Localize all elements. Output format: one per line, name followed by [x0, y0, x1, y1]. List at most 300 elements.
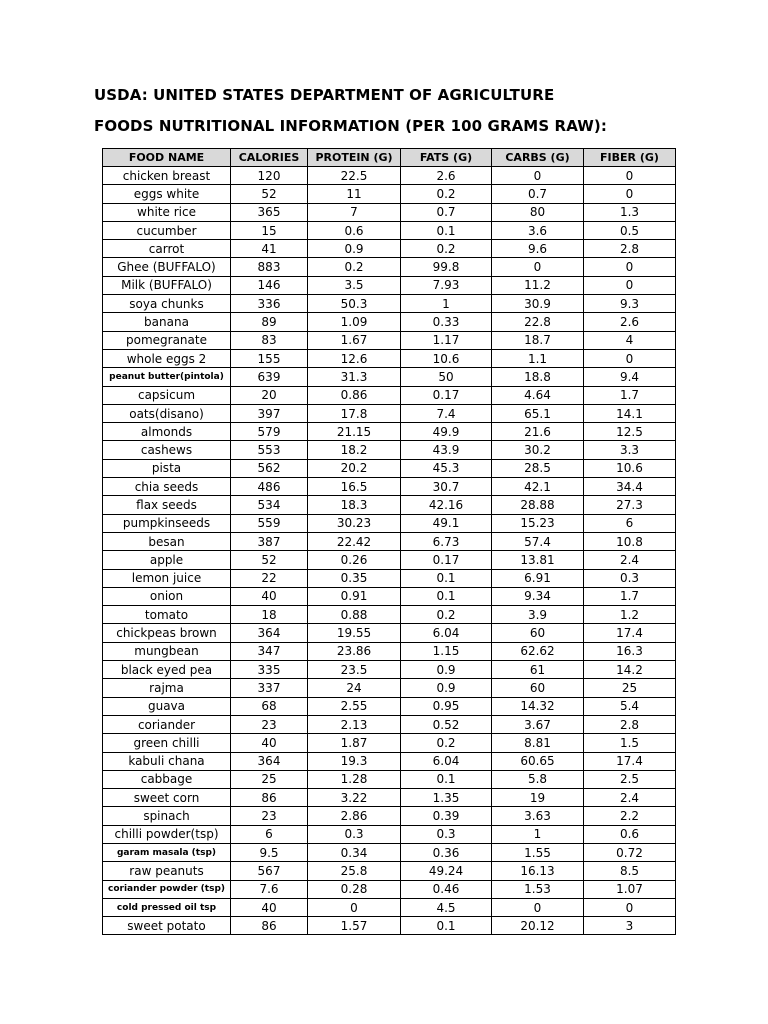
carbs-cell: 3.67: [492, 715, 584, 733]
table-row: [103, 569, 676, 587]
carbs-cell: 8.81: [492, 734, 584, 752]
fiber-cell: 17.4: [584, 624, 676, 642]
table-row: [103, 349, 676, 367]
table-row: [103, 404, 676, 422]
column-header-protein: PROTEIN (G): [308, 149, 401, 167]
food-name-cell: chicken breast: [103, 167, 231, 185]
table-row: [103, 587, 676, 605]
carbs-cell: 18.8: [492, 368, 584, 386]
carbs-cell: 22.8: [492, 313, 584, 331]
food-name-cell: cabbage: [103, 770, 231, 788]
fats-cell: 0.17: [401, 386, 492, 404]
carbs-cell: 3.6: [492, 221, 584, 239]
column-header-calories: CALORIES: [231, 149, 308, 167]
carbs-cell: 5.8: [492, 770, 584, 788]
food-name-cell: Milk (BUFFALO): [103, 276, 231, 294]
calories-cell: 86: [231, 789, 308, 807]
food-name-cell: soya chunks: [103, 295, 231, 313]
fiber-cell: 14.2: [584, 661, 676, 679]
fiber-cell: 0: [584, 276, 676, 294]
calories-cell: 364: [231, 624, 308, 642]
protein-cell: 18.3: [308, 496, 401, 514]
carbs-cell: 80: [492, 203, 584, 221]
protein-cell: 18.2: [308, 441, 401, 459]
food-name-cell: tomato: [103, 606, 231, 624]
fiber-cell: 2.6: [584, 313, 676, 331]
fats-cell: 1: [401, 295, 492, 313]
calories-cell: 146: [231, 276, 308, 294]
calories-cell: 347: [231, 642, 308, 660]
fats-cell: 0.7: [401, 203, 492, 221]
table-row: [103, 642, 676, 660]
protein-cell: 22.5: [308, 167, 401, 185]
carbs-cell: 9.6: [492, 240, 584, 258]
food-name-cell: pumpkinseeds: [103, 514, 231, 532]
fiber-cell: 1.7: [584, 386, 676, 404]
table-row: [103, 496, 676, 514]
table-row: [103, 167, 676, 185]
fats-cell: 42.16: [401, 496, 492, 514]
carbs-cell: 14.32: [492, 697, 584, 715]
protein-cell: 0.28: [308, 880, 401, 898]
protein-cell: 20.2: [308, 459, 401, 477]
table-row: [103, 258, 676, 276]
food-name-cell: cashews: [103, 441, 231, 459]
fats-cell: 4.5: [401, 898, 492, 916]
carbs-cell: 18.7: [492, 331, 584, 349]
protein-cell: 1.87: [308, 734, 401, 752]
table-row: [103, 898, 676, 916]
document-subheading: FOODS NUTRITIONAL INFORMATION (PER 100 GRAMS RAW):: [94, 117, 607, 135]
protein-cell: 16.5: [308, 478, 401, 496]
calories-cell: 52: [231, 551, 308, 569]
calories-cell: 22: [231, 569, 308, 587]
fats-cell: 1.35: [401, 789, 492, 807]
table-row: [103, 551, 676, 569]
calories-cell: 20: [231, 386, 308, 404]
calories-cell: 9.5: [231, 843, 308, 861]
column-header-carbs: CARBS (G): [492, 149, 584, 167]
fiber-cell: 3.3: [584, 441, 676, 459]
column-header-food-name: FOOD NAME: [103, 149, 231, 167]
protein-cell: 2.13: [308, 715, 401, 733]
carbs-cell: 3.63: [492, 807, 584, 825]
carbs-cell: 0.7: [492, 185, 584, 203]
carbs-cell: 61: [492, 661, 584, 679]
calories-cell: 83: [231, 331, 308, 349]
calories-cell: 335: [231, 661, 308, 679]
protein-cell: 3.5: [308, 276, 401, 294]
carbs-cell: 57.4: [492, 532, 584, 550]
food-name-cell: chia seeds: [103, 478, 231, 496]
food-name-cell: Ghee (BUFFALO): [103, 258, 231, 276]
fats-cell: 0.9: [401, 661, 492, 679]
protein-cell: 0.88: [308, 606, 401, 624]
protein-cell: 0.34: [308, 843, 401, 861]
calories-cell: 337: [231, 679, 308, 697]
protein-cell: 19.3: [308, 752, 401, 770]
fiber-cell: 2.5: [584, 770, 676, 788]
protein-cell: 0: [308, 898, 401, 916]
food-name-cell: green chilli: [103, 734, 231, 752]
fats-cell: 50: [401, 368, 492, 386]
fats-cell: 0.36: [401, 843, 492, 861]
calories-cell: 41: [231, 240, 308, 258]
fats-cell: 6.04: [401, 752, 492, 770]
food-name-cell: banana: [103, 313, 231, 331]
carbs-cell: 0: [492, 898, 584, 916]
carbs-cell: 15.23: [492, 514, 584, 532]
food-name-cell: pista: [103, 459, 231, 477]
table-row: [103, 368, 676, 386]
food-name-cell: kabuli chana: [103, 752, 231, 770]
carbs-cell: 65.1: [492, 404, 584, 422]
table-row: [103, 679, 676, 697]
table-row: [103, 185, 676, 203]
carbs-cell: 6.91: [492, 569, 584, 587]
carbs-cell: 30.9: [492, 295, 584, 313]
fiber-cell: 5.4: [584, 697, 676, 715]
table-body: [103, 167, 676, 935]
carbs-cell: 20.12: [492, 917, 584, 935]
table-row: [103, 313, 676, 331]
fiber-cell: 4: [584, 331, 676, 349]
table-row: [103, 441, 676, 459]
table-row: [103, 734, 676, 752]
table-row: [103, 825, 676, 843]
fiber-cell: 0: [584, 167, 676, 185]
calories-cell: 567: [231, 862, 308, 880]
table-row: [103, 917, 676, 935]
protein-cell: 24: [308, 679, 401, 697]
carbs-cell: 60: [492, 624, 584, 642]
protein-cell: 0.26: [308, 551, 401, 569]
calories-cell: 883: [231, 258, 308, 276]
protein-cell: 50.3: [308, 295, 401, 313]
fiber-cell: 10.8: [584, 532, 676, 550]
fats-cell: 6.04: [401, 624, 492, 642]
carbs-cell: 0: [492, 167, 584, 185]
calories-cell: 579: [231, 423, 308, 441]
fats-cell: 7.93: [401, 276, 492, 294]
fiber-cell: 17.4: [584, 752, 676, 770]
protein-cell: 2.55: [308, 697, 401, 715]
fats-cell: 1.15: [401, 642, 492, 660]
calories-cell: 40: [231, 734, 308, 752]
calories-cell: 155: [231, 349, 308, 367]
fiber-cell: 34.4: [584, 478, 676, 496]
fats-cell: 43.9: [401, 441, 492, 459]
food-name-cell: guava: [103, 697, 231, 715]
calories-cell: 23: [231, 715, 308, 733]
fiber-cell: 2.8: [584, 715, 676, 733]
fiber-cell: 6: [584, 514, 676, 532]
calories-cell: 25: [231, 770, 308, 788]
fats-cell: 0.1: [401, 587, 492, 605]
fiber-cell: 1.2: [584, 606, 676, 624]
table-row: [103, 715, 676, 733]
fats-cell: 30.7: [401, 478, 492, 496]
calories-cell: 364: [231, 752, 308, 770]
fiber-cell: 25: [584, 679, 676, 697]
protein-cell: 0.3: [308, 825, 401, 843]
table-row: [103, 624, 676, 642]
table-row: [103, 276, 676, 294]
fats-cell: 0.2: [401, 734, 492, 752]
food-name-cell: onion: [103, 587, 231, 605]
food-name-cell: sweet potato: [103, 917, 231, 935]
table-row: [103, 606, 676, 624]
fats-cell: 49.1: [401, 514, 492, 532]
protein-cell: 19.55: [308, 624, 401, 642]
fiber-cell: 12.5: [584, 423, 676, 441]
carbs-cell: 4.64: [492, 386, 584, 404]
carbs-cell: 16.13: [492, 862, 584, 880]
calories-cell: 68: [231, 697, 308, 715]
fats-cell: 45.3: [401, 459, 492, 477]
food-name-cell: mungbean: [103, 642, 231, 660]
protein-cell: 1.09: [308, 313, 401, 331]
food-name-cell: oats(disano): [103, 404, 231, 422]
protein-cell: 17.8: [308, 404, 401, 422]
fiber-cell: 2.8: [584, 240, 676, 258]
fiber-cell: 0: [584, 898, 676, 916]
fiber-cell: 0: [584, 185, 676, 203]
calories-cell: 40: [231, 898, 308, 916]
calories-cell: 553: [231, 441, 308, 459]
protein-cell: 2.86: [308, 807, 401, 825]
protein-cell: 23.5: [308, 661, 401, 679]
calories-cell: 397: [231, 404, 308, 422]
fiber-cell: 1.3: [584, 203, 676, 221]
protein-cell: 0.6: [308, 221, 401, 239]
fats-cell: 10.6: [401, 349, 492, 367]
table-header-row: [103, 149, 676, 167]
document-heading: USDA: UNITED STATES DEPARTMENT OF AGRICULTURE: [94, 86, 555, 104]
carbs-cell: 19: [492, 789, 584, 807]
protein-cell: 3.22: [308, 789, 401, 807]
fats-cell: 6.73: [401, 532, 492, 550]
table-row: [103, 514, 676, 532]
fats-cell: 7.4: [401, 404, 492, 422]
table-row: [103, 331, 676, 349]
nutrition-table: [102, 148, 676, 935]
food-name-cell: capsicum: [103, 386, 231, 404]
food-name-cell: coriander: [103, 715, 231, 733]
fiber-cell: 2.4: [584, 551, 676, 569]
fats-cell: 0.1: [401, 770, 492, 788]
protein-cell: 0.86: [308, 386, 401, 404]
fats-cell: 0.1: [401, 917, 492, 935]
protein-cell: 21.15: [308, 423, 401, 441]
fiber-cell: 1.7: [584, 587, 676, 605]
fiber-cell: 10.6: [584, 459, 676, 477]
food-name-cell: peanut butter(pintola): [103, 368, 231, 386]
fiber-cell: 0: [584, 258, 676, 276]
carbs-cell: 60: [492, 679, 584, 697]
food-name-cell: eggs white: [103, 185, 231, 203]
table-row: [103, 752, 676, 770]
food-name-cell: almonds: [103, 423, 231, 441]
calories-cell: 387: [231, 532, 308, 550]
protein-cell: 0.9: [308, 240, 401, 258]
carbs-cell: 30.2: [492, 441, 584, 459]
food-name-cell: lemon juice: [103, 569, 231, 587]
fats-cell: 0.1: [401, 221, 492, 239]
table-row: [103, 770, 676, 788]
calories-cell: 23: [231, 807, 308, 825]
carbs-cell: 11.2: [492, 276, 584, 294]
fiber-cell: 0.6: [584, 825, 676, 843]
protein-cell: 12.6: [308, 349, 401, 367]
carbs-cell: 1.53: [492, 880, 584, 898]
table-row: [103, 843, 676, 861]
fiber-cell: 0: [584, 349, 676, 367]
protein-cell: 1.67: [308, 331, 401, 349]
calories-cell: 40: [231, 587, 308, 605]
calories-cell: 7.6: [231, 880, 308, 898]
fiber-cell: 0.3: [584, 569, 676, 587]
fats-cell: 1.17: [401, 331, 492, 349]
fiber-cell: 9.3: [584, 295, 676, 313]
food-name-cell: garam masala (tsp): [103, 843, 231, 861]
table-row: [103, 661, 676, 679]
food-name-cell: chickpeas brown: [103, 624, 231, 642]
carbs-cell: 60.65: [492, 752, 584, 770]
calories-cell: 15: [231, 221, 308, 239]
carbs-cell: 9.34: [492, 587, 584, 605]
carbs-cell: 42.1: [492, 478, 584, 496]
protein-cell: 25.8: [308, 862, 401, 880]
food-name-cell: carrot: [103, 240, 231, 258]
food-name-cell: black eyed pea: [103, 661, 231, 679]
fiber-cell: 8.5: [584, 862, 676, 880]
calories-cell: 89: [231, 313, 308, 331]
fats-cell: 49.9: [401, 423, 492, 441]
fiber-cell: 3: [584, 917, 676, 935]
protein-cell: 0.2: [308, 258, 401, 276]
fats-cell: 0.39: [401, 807, 492, 825]
table-row: [103, 807, 676, 825]
food-name-cell: besan: [103, 532, 231, 550]
calories-cell: 365: [231, 203, 308, 221]
table-row: [103, 295, 676, 313]
fiber-cell: 14.1: [584, 404, 676, 422]
table-row: [103, 459, 676, 477]
fats-cell: 0.95: [401, 697, 492, 715]
protein-cell: 1.57: [308, 917, 401, 935]
table-row: [103, 697, 676, 715]
carbs-cell: 1.55: [492, 843, 584, 861]
fiber-cell: 2.4: [584, 789, 676, 807]
protein-cell: 30.23: [308, 514, 401, 532]
calories-cell: 486: [231, 478, 308, 496]
food-name-cell: pomegranate: [103, 331, 231, 349]
fats-cell: 0.1: [401, 569, 492, 587]
protein-cell: 1.28: [308, 770, 401, 788]
fats-cell: 0.46: [401, 880, 492, 898]
food-name-cell: apple: [103, 551, 231, 569]
fiber-cell: 0.72: [584, 843, 676, 861]
calories-cell: 336: [231, 295, 308, 313]
fiber-cell: 2.2: [584, 807, 676, 825]
table-row: [103, 203, 676, 221]
fiber-cell: 27.3: [584, 496, 676, 514]
fats-cell: 0.2: [401, 606, 492, 624]
protein-cell: 31.3: [308, 368, 401, 386]
fiber-cell: 1.07: [584, 880, 676, 898]
food-name-cell: rajma: [103, 679, 231, 697]
protein-cell: 22.42: [308, 532, 401, 550]
table-row: [103, 862, 676, 880]
fats-cell: 0.17: [401, 551, 492, 569]
calories-cell: 52: [231, 185, 308, 203]
carbs-cell: 13.81: [492, 551, 584, 569]
fats-cell: 49.24: [401, 862, 492, 880]
carbs-cell: 1.1: [492, 349, 584, 367]
calories-cell: 6: [231, 825, 308, 843]
fats-cell: 99.8: [401, 258, 492, 276]
carbs-cell: 21.6: [492, 423, 584, 441]
food-name-cell: cucumber: [103, 221, 231, 239]
food-name-cell: sweet corn: [103, 789, 231, 807]
column-header-fiber: FIBER (G): [584, 149, 676, 167]
food-name-cell: raw peanuts: [103, 862, 231, 880]
protein-cell: 7: [308, 203, 401, 221]
fiber-cell: 0.5: [584, 221, 676, 239]
table-row: [103, 221, 676, 239]
calories-cell: 18: [231, 606, 308, 624]
fiber-cell: 16.3: [584, 642, 676, 660]
table-row: [103, 240, 676, 258]
fats-cell: 0.3: [401, 825, 492, 843]
food-name-cell: coriander powder (tsp): [103, 880, 231, 898]
carbs-cell: 3.9: [492, 606, 584, 624]
food-name-cell: white rice: [103, 203, 231, 221]
calories-cell: 559: [231, 514, 308, 532]
column-header-fats: FATS (G): [401, 149, 492, 167]
carbs-cell: 62.62: [492, 642, 584, 660]
carbs-cell: 28.5: [492, 459, 584, 477]
calories-cell: 86: [231, 917, 308, 935]
table-row: [103, 386, 676, 404]
table-row: [103, 789, 676, 807]
calories-cell: 639: [231, 368, 308, 386]
calories-cell: 534: [231, 496, 308, 514]
fats-cell: 0.2: [401, 185, 492, 203]
protein-cell: 0.91: [308, 587, 401, 605]
protein-cell: 23.86: [308, 642, 401, 660]
table-row: [103, 880, 676, 898]
fiber-cell: 9.4: [584, 368, 676, 386]
carbs-cell: 1: [492, 825, 584, 843]
food-name-cell: cold pressed oil tsp: [103, 898, 231, 916]
carbs-cell: 0: [492, 258, 584, 276]
protein-cell: 11: [308, 185, 401, 203]
food-name-cell: whole eggs 2: [103, 349, 231, 367]
table-row: [103, 532, 676, 550]
food-name-cell: spinach: [103, 807, 231, 825]
table-row: [103, 478, 676, 496]
fats-cell: 0.33: [401, 313, 492, 331]
table-row: [103, 423, 676, 441]
fats-cell: 0.52: [401, 715, 492, 733]
calories-cell: 562: [231, 459, 308, 477]
fiber-cell: 1.5: [584, 734, 676, 752]
fats-cell: 0.9: [401, 679, 492, 697]
protein-cell: 0.35: [308, 569, 401, 587]
food-name-cell: flax seeds: [103, 496, 231, 514]
